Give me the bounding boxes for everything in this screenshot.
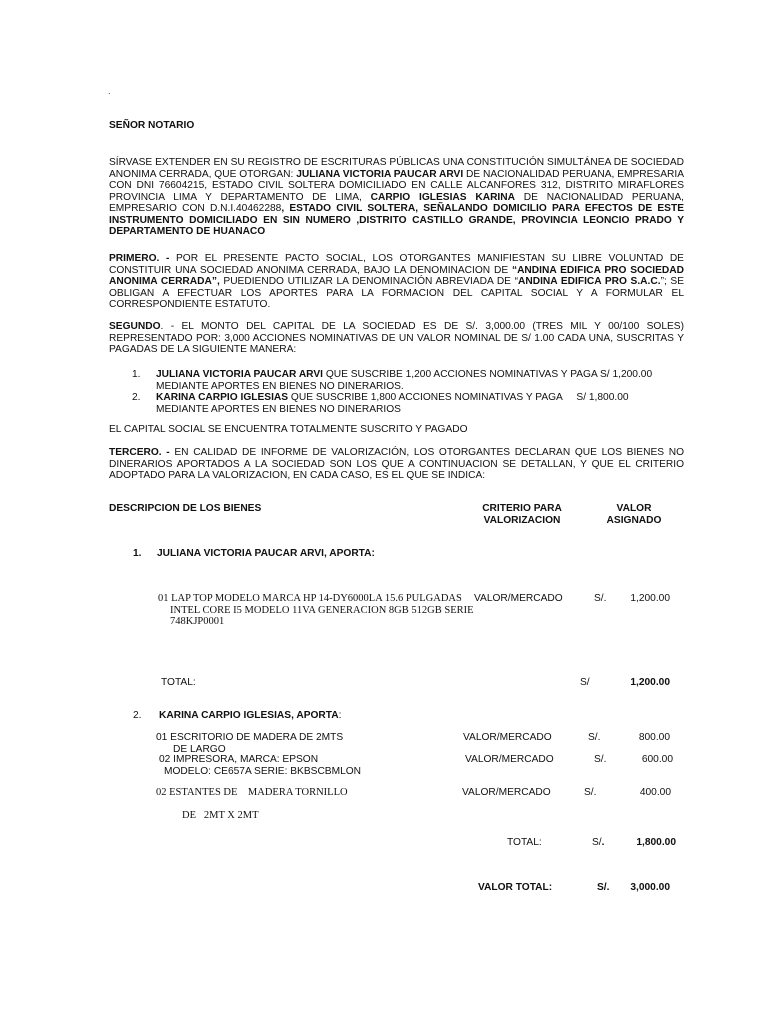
clause-segundo <box>109 321 684 356</box>
section-2-number: 2. <box>133 710 142 721</box>
clause-primero <box>109 253 684 311</box>
header-valor <box>594 503 674 526</box>
grantor-name-1: JULIANA VICTORIA PAUCAR ARVI <box>296 168 464 180</box>
header-criterio-line2: VALORIZACION <box>483 514 561 526</box>
intro-paragraph <box>109 157 684 238</box>
section-1-total-label: TOTAL: <box>161 677 196 688</box>
section-2-total-amount: 1,800.00 <box>636 837 676 848</box>
section-2-total-label: TOTAL: <box>507 837 542 848</box>
item-currency: S/. <box>594 593 607 604</box>
section-2-total-currency <box>592 837 604 849</box>
section-2-title <box>159 710 341 722</box>
subscription-text-line2: MEDIANTE APORTES EN BIENES NO DINERARIOS. <box>156 380 404 392</box>
item-amount: 600.00 <box>641 754 673 765</box>
item-description-line1: 02 IMPRESORA, MARCA: EPSON <box>159 754 319 765</box>
item-criterio: VALOR/MERCADO <box>465 754 554 765</box>
item-description-line2: INTEL CORE I5 MODELO 11VA GENERACION 8GB 512GB SERIE <box>170 604 474 616</box>
item-description-line1: 01 LAP TOP MODELO MARCA HP 14-DY6000LA 15.6 PULGADAS <box>158 593 462 604</box>
item-criterio: VALOR/MERCADO <box>462 787 551 798</box>
clause-tercero <box>109 447 684 482</box>
company-abbreviation: ANDINA EDIFICA PRO S.A.C. <box>518 276 661 287</box>
company-name: “ANDINA EDIFICA PRO SOCIEDAD ANONIMA CERRADA”, <box>109 264 685 287</box>
section-2-total-currency-symbol: S/ <box>592 837 602 848</box>
item-description <box>159 754 361 777</box>
list-number: 2. <box>132 392 141 403</box>
subscription-text-line2: MEDIANTE APORTES EN BIENES NO DINERARIOS <box>156 403 401 415</box>
intro-text-3: DE NACIONALIDAD PERUANA, EMPRESARIO CON D.N.I.40462288 <box>109 191 684 214</box>
item-criterio: VALOR/MERCADO <box>474 593 563 604</box>
item-currency: S/. <box>584 787 597 798</box>
subscription-text: QUE SUSCRIBE 1,800 ACCIONES NOMINATIVAS Y PAGA S/ 1,800.00 <box>288 392 629 403</box>
section-2-title-text: KARINA CARPIO IGLESIAS, APORTA <box>159 710 339 721</box>
item-criterio: VALOR/MERCADO <box>463 732 552 743</box>
intro-text-1: SÍRVASE EXTENDER EN SU REGISTRO DE ESCRITURAS PÚBLICAS UNA CONSTITUCIÓN SIMULTÁNEA DE SOCIEDAD ANONIMA CERRADA, QUE OTORGAN: <box>109 157 684 180</box>
grand-total-currency: S/. <box>597 882 610 893</box>
item-description-line3: 748KJP0001 <box>170 616 225 627</box>
clause-primero-text-2: PUEDIENDO UTILIZAR LA DENOMINACIÓN ABREVIADA DE “ <box>219 276 518 287</box>
subscriber-name: JULIANA VICTORIA PAUCAR ARVI <box>156 369 323 380</box>
section-1-total-currency: S/ <box>580 677 590 688</box>
item-description-line2: DE 2MT X 2MT <box>182 810 259 821</box>
clause-tercero-text: EN CALIDAD DE INFORME DE VALORIZACIÓN, LOS OTORGANTES DECLARAN QUE LOS BIENES NO DINERARIOS APORTADOS A LA SOCIEDAD SON LOS QUE A CONTINUACION SE DETALLAN, Y QUE EL CRITERIO ADOPTADO PARA LA VALORIZACION, EN CADA CASO, ES EL QUE SE INDICA: <box>109 447 684 481</box>
clause-primero-label: PRIMERO. - <box>109 253 170 264</box>
intro-text-2: DE NACIONALIDAD PERUANA, EMPRESARIA CON DNI 76604215, ESTADO CIVIL SOLTERA DOMICILIADO EN CALLE ALCANFORES 312, DISTRITO MIRAFLORES PROVINCIA LIMA Y DEPARTAMENTO DE LIMA, <box>109 168 684 203</box>
clause-segundo-text: . - EL MONTO DEL CAPITAL DE LA SOCIEDAD ES DE S/. 3,000.00 (TRES MIL Y 00/100 SOLES) REPRESENTADO POR: 3,000 ACCIONES NOMINATIVAS DE UN VALOR NOMINAL DE S/ 1.00 CADA UNA, SUSCRITAS Y PAGADAS DE LA SIGUIENTE MANERA: <box>109 321 684 355</box>
red-marker: . <box>108 86 111 96</box>
clause-primero-text-1: POR EL PRESENTE PACTO SOCIAL, LOS OTORGANTES MANIFIESTAN SU LIBRE VOLUNTAD DE CONSTITUIR UNA SOCIEDAD ANONIMA CERRADA, BAJO LA DENOMINACION DE <box>109 253 684 276</box>
subscriber-name: KARINA CARPIO IGLESIAS <box>156 392 289 403</box>
subscription-text: QUE SUSCRIBE 1,200 ACCIONES NOMINATIVAS Y PAGA S/ 1,200.00 <box>322 369 653 380</box>
section-1-total-amount: 1,200.00 <box>630 677 670 688</box>
clause-tercero-label: TERCERO. - <box>109 447 170 458</box>
item-currency: S/. <box>588 732 601 743</box>
clause-segundo-label: SEGUNDO <box>109 321 161 332</box>
header-valor-line1: VALOR <box>616 503 652 514</box>
header-criterio <box>470 503 574 526</box>
section-2-total-currency-dot: . <box>601 837 605 848</box>
item-description <box>158 593 478 628</box>
section-1-number: 1. <box>133 548 142 559</box>
section-1-title: JULIANA VICTORIA PAUCAR ARVI, APORTA: <box>157 548 375 559</box>
list-item <box>132 369 684 392</box>
item-currency: S/. <box>594 754 607 765</box>
list-number: 1. <box>132 369 141 380</box>
grand-total-label: VALOR TOTAL: <box>478 882 553 893</box>
item-description-line2: MODELO: CE657A SERIE: BKBSCBMLON <box>164 765 362 777</box>
item-amount: 400.00 <box>639 787 671 798</box>
capital-statement: EL CAPITAL SOCIAL SE ENCUENTRA TOTALMENTE SUSCRITO Y PAGADO <box>109 424 468 435</box>
grand-total-amount: 3,000.00 <box>630 882 670 893</box>
item-amount: 1,200.00 <box>630 593 670 604</box>
header-description: DESCRIPCION DE LOS BIENES <box>109 503 262 514</box>
section-2-title-colon: : <box>338 710 342 721</box>
header-criterio-line1: CRITERIO PARA <box>482 503 562 514</box>
item-amount: 800.00 <box>638 732 670 743</box>
list-item <box>132 392 684 415</box>
subscription-list <box>132 369 684 415</box>
intro-text-4: , ESTADO CIVIL SOLTERA, SEÑALANDO DOMICILIO PARA EFECTOS DE ESTE INSTRUMENTO DOMICILIADO EN SIN NUMERO ,DISTRITO CASTILLO GRANDE, PROVINCIA LEONCIO PRADO Y DEPARTAMENTO DE HUANACO <box>109 203 684 237</box>
item-description-line1: 01 ESCRITORIO DE MADERA DE 2MTS <box>156 732 344 743</box>
salutation: SEÑOR NOTARIO <box>109 120 195 131</box>
grantor-name-2: CARPIO IGLESIAS KARINA <box>370 191 515 203</box>
item-description <box>156 732 343 755</box>
clause-primero-text-3: ”; SE OBLIGAN A EFECTUAR LOS APORTES PARA LA FORMACION DEL CAPITAL SOCIAL Y A FORMULAR EL CORRESPONDIENTE ESTATUTO. <box>109 276 684 310</box>
item-description-line1: 02 ESTANTES DE MADERA TORNILLO <box>156 787 348 798</box>
header-valor-line2: ASIGNADO <box>606 514 662 526</box>
item-description-line2: DE LARGO <box>173 743 226 755</box>
